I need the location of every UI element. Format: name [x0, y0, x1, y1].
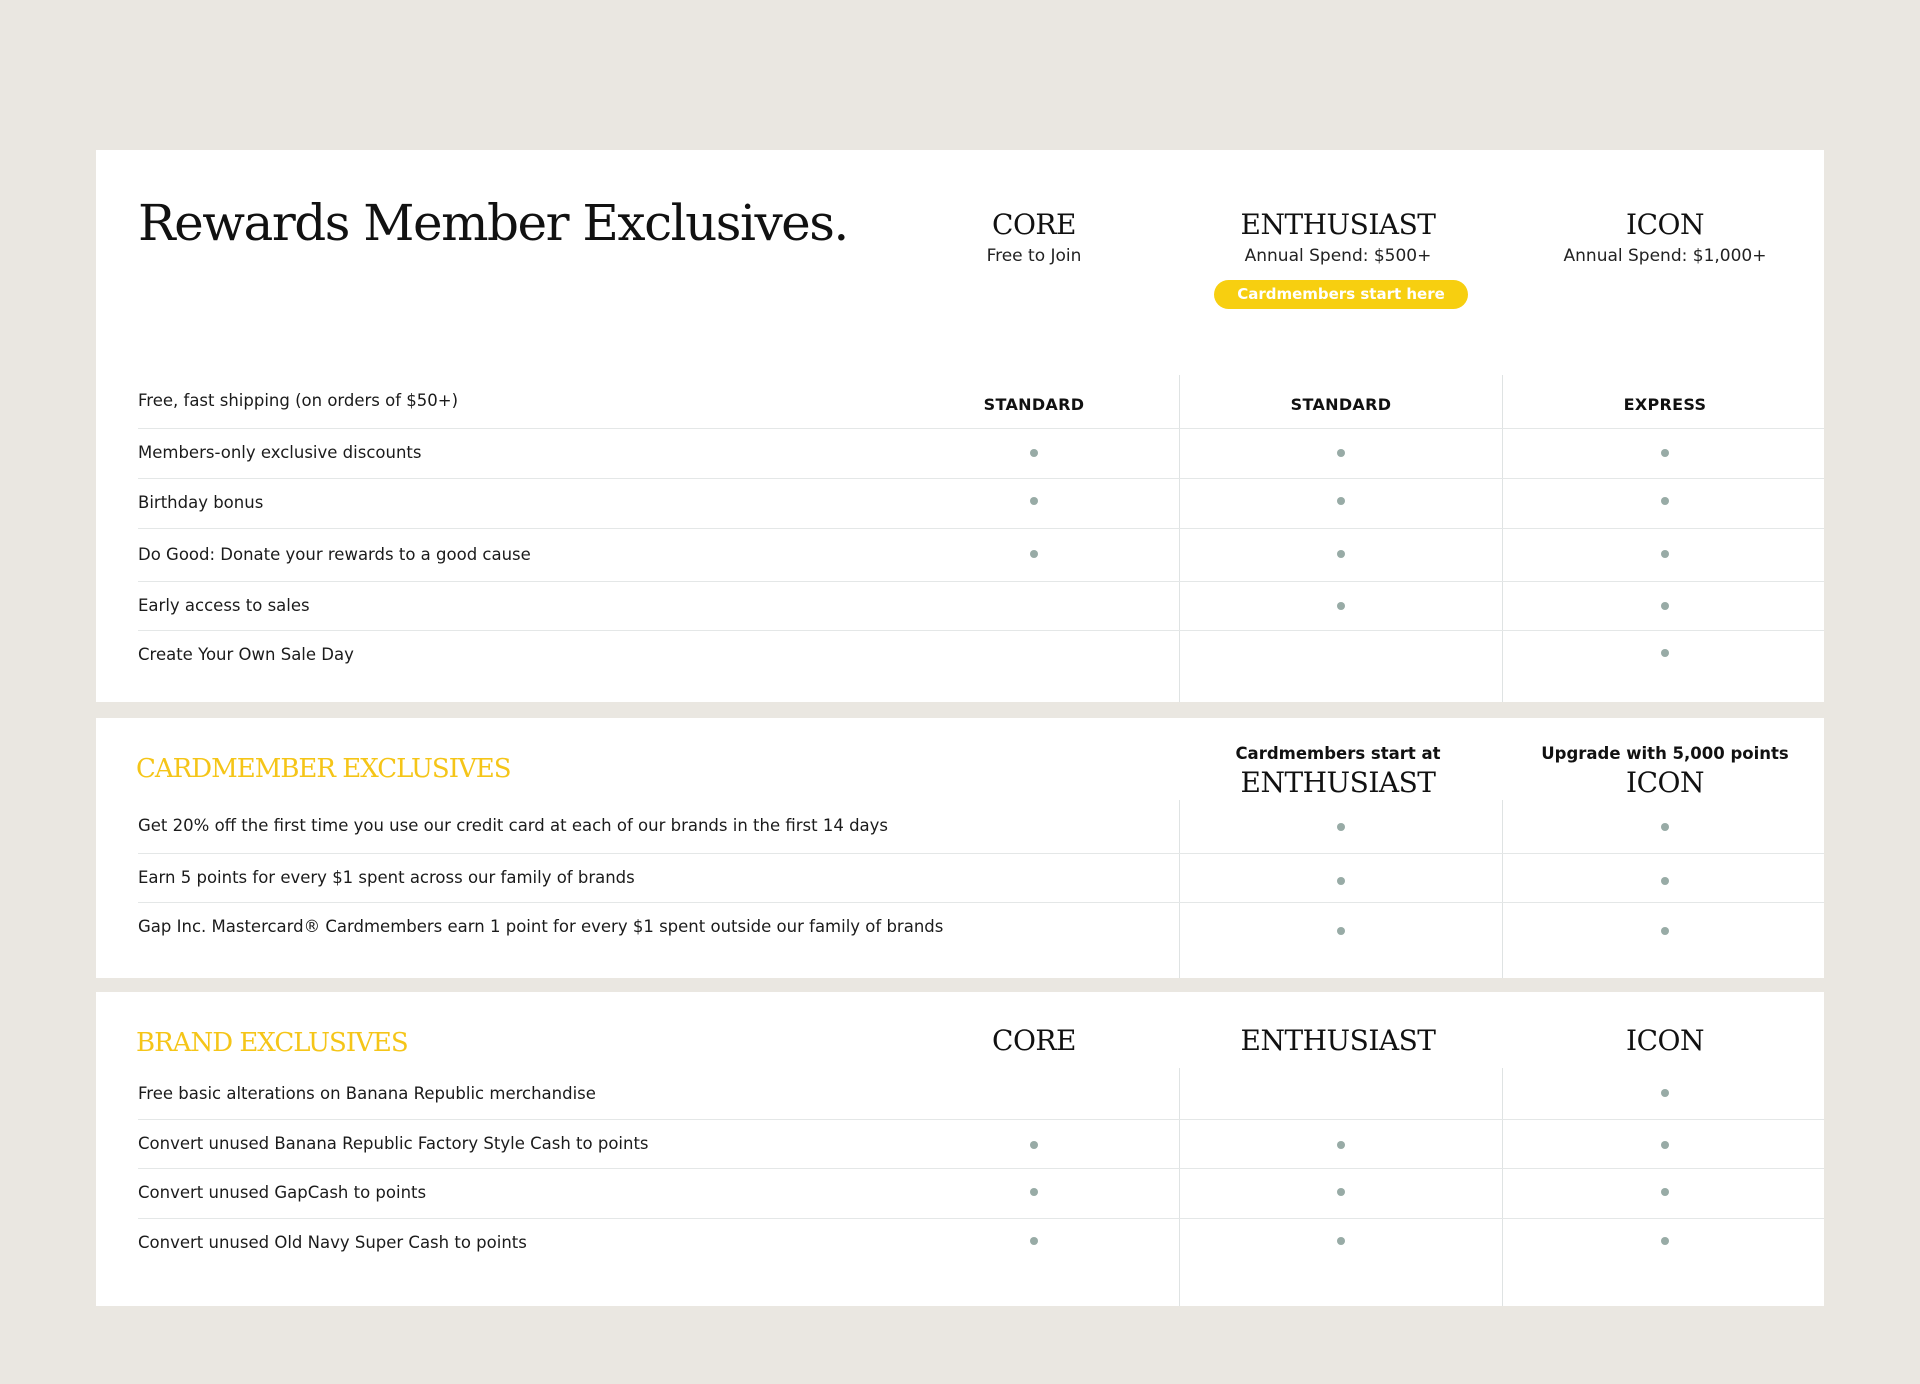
- cardmember-icon-name: ICON: [1626, 766, 1704, 799]
- benefit-label: Create Your Own Sale Day: [138, 645, 354, 664]
- table-row: [96, 1068, 1824, 1120]
- member-exclusives-card: [96, 150, 1824, 702]
- cardmember-icon-caption: Upgrade with 5,000 points: [1541, 744, 1789, 763]
- tier-core-sub: Free to Join: [986, 246, 1082, 266]
- benefit-label: Do Good: Donate your rewards to a good cause: [138, 545, 531, 564]
- included-dot-icon: [1661, 1141, 1669, 1149]
- included-dot-icon: [1337, 602, 1345, 610]
- section-title: BRAND EXCLUSIVES: [136, 1028, 408, 1058]
- included-dot-icon: [1661, 877, 1669, 885]
- brand-icon-name: ICON: [1626, 1024, 1704, 1057]
- included-dot-icon: [1661, 550, 1669, 558]
- table-row: [96, 479, 1824, 529]
- shipping-enthusiast-value: STANDARD: [1290, 395, 1392, 414]
- included-dot-icon: [1661, 823, 1669, 831]
- shipping-icon-value: EXPRESS: [1623, 395, 1707, 414]
- brand-exclusives-card: [96, 992, 1824, 1306]
- page-title: Rewards Member Exclusives.: [138, 194, 848, 252]
- included-dot-icon: [1337, 550, 1345, 558]
- benefit-label: Free basic alterations on Banana Republic merchandise: [138, 1084, 596, 1103]
- included-dot-icon: [1030, 550, 1038, 558]
- benefit-label: Gap Inc. Mastercard® Cardmembers earn 1 point for every $1 spent outside our family of brands: [138, 917, 944, 936]
- table-row: [96, 631, 1824, 702]
- table-row: [96, 854, 1824, 903]
- cardmember-exclusives-card: [96, 718, 1824, 978]
- table-row: [96, 375, 1824, 429]
- benefit-label: Earn 5 points for every $1 spent across our family of brands: [138, 868, 635, 887]
- cardmember-enthusiast-name: ENTHUSIAST: [1240, 766, 1436, 799]
- cardmembers-start-here-badge[interactable]: Cardmembers start here: [1214, 280, 1468, 309]
- section-title: CARDMEMBER EXCLUSIVES: [136, 754, 511, 784]
- included-dot-icon: [1337, 497, 1345, 505]
- brand-core-name: CORE: [992, 1024, 1076, 1057]
- benefit-label: Early access to sales: [138, 596, 310, 615]
- tier-icon-name: ICON: [1626, 208, 1704, 241]
- included-dot-icon: [1337, 1237, 1345, 1245]
- tier-icon-sub: Annual Spend: $1,000+: [1563, 246, 1767, 266]
- included-dot-icon: [1661, 602, 1669, 610]
- included-dot-icon: [1337, 877, 1345, 885]
- benefit-label: Birthday bonus: [138, 493, 264, 512]
- benefit-label: Free, fast shipping (on orders of $50+): [138, 391, 459, 410]
- benefit-label: Convert unused Old Navy Super Cash to points: [138, 1233, 527, 1252]
- included-dot-icon: [1661, 497, 1669, 505]
- benefit-label: Convert unused Banana Republic Factory Style Cash to points: [138, 1134, 649, 1153]
- tier-core-name: CORE: [992, 208, 1076, 241]
- table-row: [96, 1120, 1824, 1169]
- table-row: [96, 1219, 1824, 1306]
- table-row: [96, 800, 1824, 854]
- included-dot-icon: [1337, 449, 1345, 457]
- benefit-label: Get 20% off the first time you use our credit card at each of our brands in the first 14 days: [138, 816, 889, 835]
- included-dot-icon: [1030, 1141, 1038, 1149]
- included-dot-icon: [1030, 1237, 1038, 1245]
- included-dot-icon: [1661, 449, 1669, 457]
- benefit-label: Members-only exclusive discounts: [138, 443, 422, 462]
- cardmember-enthusiast-caption: Cardmembers start at: [1235, 744, 1441, 763]
- included-dot-icon: [1661, 1089, 1669, 1097]
- benefit-label: Convert unused GapCash to points: [138, 1183, 427, 1202]
- shipping-core-value: STANDARD: [983, 395, 1085, 414]
- included-dot-icon: [1337, 927, 1345, 935]
- table-row: [96, 1169, 1824, 1219]
- included-dot-icon: [1337, 1188, 1345, 1196]
- included-dot-icon: [1030, 449, 1038, 457]
- table-row: [96, 529, 1824, 582]
- included-dot-icon: [1337, 1141, 1345, 1149]
- tier-enthusiast-sub: Annual Spend: $500+: [1244, 246, 1432, 266]
- included-dot-icon: [1661, 1237, 1669, 1245]
- included-dot-icon: [1337, 823, 1345, 831]
- included-dot-icon: [1661, 1188, 1669, 1196]
- included-dot-icon: [1030, 497, 1038, 505]
- table-row: [96, 903, 1824, 978]
- included-dot-icon: [1030, 1188, 1038, 1196]
- tier-enthusiast-name: ENTHUSIAST: [1240, 208, 1436, 241]
- table-row: [96, 429, 1824, 479]
- brand-enthusiast-name: ENTHUSIAST: [1240, 1024, 1436, 1057]
- included-dot-icon: [1661, 649, 1669, 657]
- table-row: [96, 582, 1824, 631]
- included-dot-icon: [1661, 927, 1669, 935]
